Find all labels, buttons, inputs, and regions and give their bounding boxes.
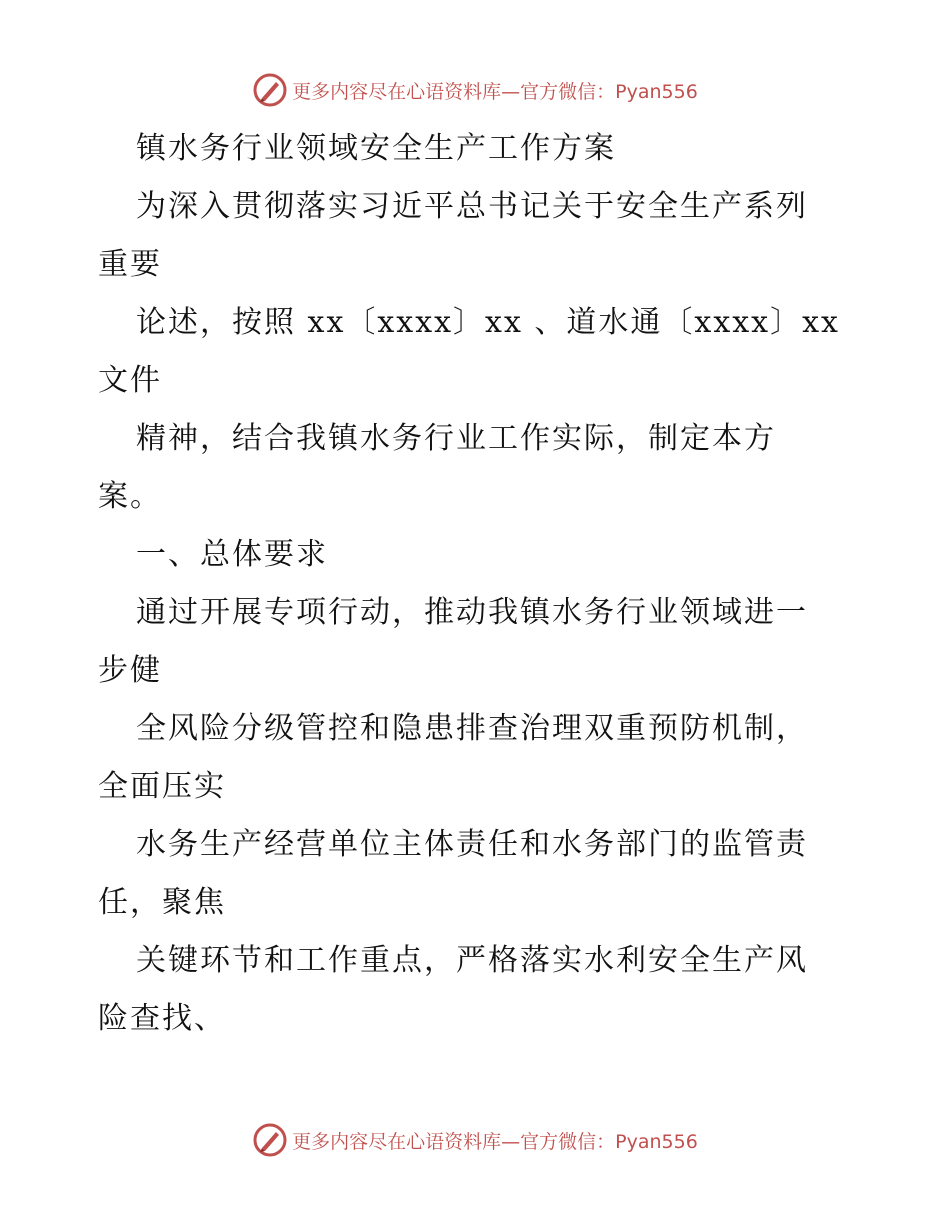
watermark-text: 更多内容尽在心语资料库—官方微信：Pyan556 — [292, 80, 698, 103]
watermark-header — [0, 70, 950, 110]
paragraph-line: 案。 — [98, 479, 162, 514]
paragraph-line: 步健 — [98, 653, 162, 688]
paragraph-line: 任，聚焦 — [98, 885, 226, 920]
watermark-text: 更多内容尽在心语资料库—官方微信：Pyan556 — [292, 1130, 698, 1153]
paragraph-line: 精神，结合我镇水务行业工作实际，制定本方 — [136, 421, 776, 456]
paragraph-line: 为深入贯彻落实习近平总书记关于安全生产系列 — [136, 189, 808, 224]
paragraph-line: 论述，按照 xx〔xxxx〕xx 、道水通〔xxxx〕xx — [136, 305, 840, 340]
watermark-footer — [0, 1120, 950, 1160]
paragraph-line: 重要 — [98, 247, 162, 282]
paragraph-line: 全风险分级管控和隐患排查治理双重预防机制， — [136, 711, 808, 746]
pen-seal-icon — [252, 72, 288, 108]
paragraph-line: 通过开展专项行动，推动我镇水务行业领域进一 — [136, 595, 808, 630]
paragraph-line: 关键环节和工作重点，严格落实水利安全生产风 — [136, 943, 808, 978]
document-title: 镇水务行业领域安全生产工作方案 — [136, 131, 616, 166]
section-heading: 一、总体要求 — [136, 537, 328, 572]
paragraph-line: 水务生产经营单位主体责任和水务部门的监管责 — [136, 827, 808, 862]
document-body — [98, 120, 858, 1048]
paragraph-line: 全面压实 — [98, 769, 226, 804]
paragraph-line: 险查找、 — [98, 1001, 226, 1036]
paragraph-line: 文件 — [98, 363, 162, 398]
pen-seal-icon — [252, 1122, 288, 1158]
